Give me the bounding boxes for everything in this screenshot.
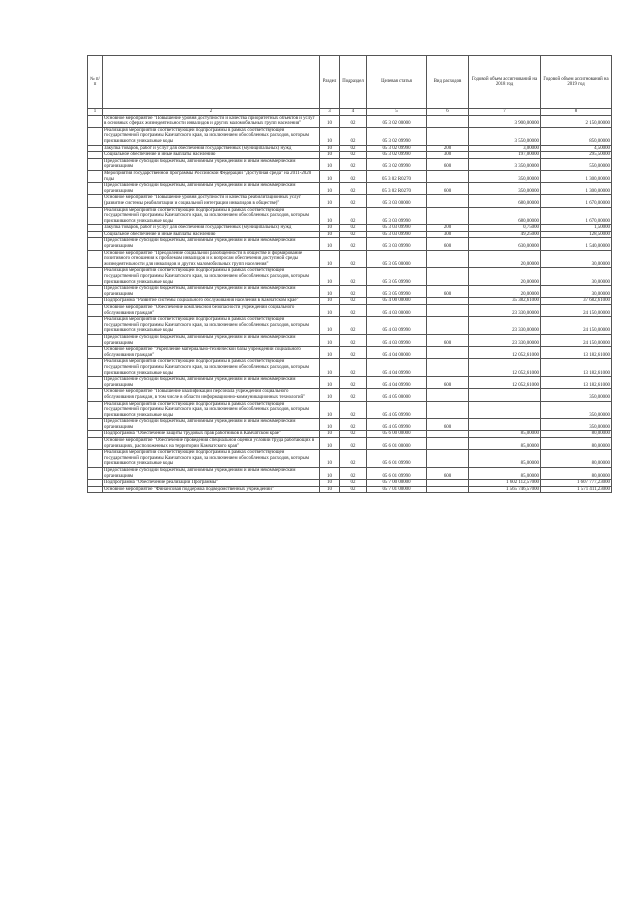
razdel-cell: 10 bbox=[320, 438, 340, 450]
table-row bbox=[88, 480, 612, 487]
expense-type-cell: 600 bbox=[427, 183, 469, 195]
target-article-cell: 05 3 05 00000 bbox=[367, 250, 427, 268]
table-row bbox=[88, 419, 612, 431]
column-index: 5 bbox=[367, 109, 427, 116]
razdel-cell: 10 bbox=[320, 238, 340, 250]
razdel-cell: 10 bbox=[320, 207, 340, 225]
item-name-cell: Реализация мероприятий соответствующей подпрограммы в рамках соответствующей государственной программы Камчатского края, за исключением обособленных расходов, которым присваиваются уникальные коды bbox=[103, 359, 320, 377]
item-name-cell: Социальное обеспечение и иные выплаты населению bbox=[103, 152, 320, 159]
expense-type-cell bbox=[427, 450, 469, 468]
header-name bbox=[103, 56, 320, 109]
row-number-cell bbox=[88, 250, 103, 268]
amount-2018-cell: 85,00000 bbox=[469, 438, 541, 450]
table-row bbox=[88, 207, 612, 225]
table-row bbox=[88, 389, 612, 401]
target-article-cell: 05 3 03 09990 bbox=[367, 238, 427, 250]
amount-2019-cell: 1 540,00000 bbox=[541, 238, 612, 250]
amount-2019-cell: 24 150,00000 bbox=[541, 334, 612, 346]
podrazdel-cell: 02 bbox=[340, 170, 367, 182]
razdel-cell: 10 bbox=[320, 468, 340, 480]
expense-type-cell bbox=[427, 298, 469, 305]
header-2019: Годовой объем ассигнований на 2019 год bbox=[541, 56, 612, 109]
amount-2019-cell: 4,50000 bbox=[541, 145, 612, 152]
podrazdel-cell: 02 bbox=[340, 450, 367, 468]
row-number-cell bbox=[88, 286, 103, 298]
amount-2019-cell: 1 607 777,23000 bbox=[541, 480, 612, 487]
amount-2018-cell: 3 550,00000 bbox=[469, 127, 541, 145]
expense-type-cell bbox=[427, 207, 469, 225]
expense-type-cell bbox=[427, 347, 469, 359]
podrazdel-cell: 02 bbox=[340, 195, 367, 207]
amount-2019-cell: 30,00000 bbox=[541, 250, 612, 268]
amount-2019-cell: 30,00000 bbox=[541, 268, 612, 286]
budget-table bbox=[87, 55, 612, 493]
razdel-cell: 10 bbox=[320, 183, 340, 195]
podrazdel-cell: 02 bbox=[340, 438, 367, 450]
amount-2019-cell: 30,00000 bbox=[541, 286, 612, 298]
table-row bbox=[88, 115, 612, 127]
item-name-cell: Закупка товаров, работ и услуг для обеспечения государственных (муниципальных) нужд bbox=[103, 145, 320, 152]
item-name-cell: Основное мероприятие "Укрепление материально-технической базы учреждений социального обслуживания граждан" bbox=[103, 347, 320, 359]
row-number-cell bbox=[88, 468, 103, 480]
item-name-cell: Мероприятия государственной программы Российской Федерации "Доступная среда" на 2011-2020 годы bbox=[103, 170, 320, 182]
table-row bbox=[88, 231, 612, 238]
podrazdel-cell: 02 bbox=[340, 468, 367, 480]
razdel-cell: 10 bbox=[320, 377, 340, 389]
item-name-cell: Закупка товаров, работ и услуг для обеспечения государственных (муниципальных) нужд bbox=[103, 225, 320, 232]
table-row bbox=[88, 359, 612, 377]
target-article-cell: 05 3 03 09990 bbox=[367, 207, 427, 225]
table-row bbox=[88, 250, 612, 268]
amount-2019-cell: 1,50000 bbox=[541, 225, 612, 232]
podrazdel-cell: 02 bbox=[340, 127, 367, 145]
item-name-cell: Предоставление субсидий бюджетным, автономным учреждениям и иным некоммерческим организациям bbox=[103, 468, 320, 480]
amount-2019-cell: 350,00000 bbox=[541, 389, 612, 401]
table-row bbox=[88, 305, 612, 317]
target-article-cell: 05 3 03 09990 bbox=[367, 231, 427, 238]
table-row bbox=[88, 183, 612, 195]
podrazdel-cell: 02 bbox=[340, 298, 367, 305]
razdel-cell: 10 bbox=[320, 305, 340, 317]
item-name-cell: Основное мероприятие "Финансовая поддержка подведомственных учреждений" bbox=[103, 486, 320, 493]
razdel-cell: 10 bbox=[320, 298, 340, 305]
expense-type-cell bbox=[427, 389, 469, 401]
item-name-cell: Основное мероприятие "Повышение уровня доступности и качества реабилитационных услуг (развитие системы реабилитации и социальной интеграции инвалидов в обществе)" bbox=[103, 195, 320, 207]
razdel-cell: 10 bbox=[320, 145, 340, 152]
amount-2018-cell: 85,00000 bbox=[469, 431, 541, 438]
razdel-cell: 10 bbox=[320, 389, 340, 401]
podrazdel-cell: 02 bbox=[340, 250, 367, 268]
expense-type-cell: 600 bbox=[427, 468, 469, 480]
podrazdel-cell: 02 bbox=[340, 115, 367, 127]
podrazdel-cell: 02 bbox=[340, 347, 367, 359]
amount-2019-cell: 350,00000 bbox=[541, 419, 612, 431]
amount-2019-cell: 1 571 411,23000 bbox=[541, 486, 612, 493]
target-article-cell: 05 4 04 09990 bbox=[367, 359, 427, 377]
razdel-cell: 10 bbox=[320, 431, 340, 438]
amount-2018-cell: 680,00000 bbox=[469, 195, 541, 207]
table-row bbox=[88, 127, 612, 145]
table-row bbox=[88, 377, 612, 389]
amount-2019-cell: 1 300,00000 bbox=[541, 183, 612, 195]
target-article-cell: 05 7 00 00000 bbox=[367, 480, 427, 487]
row-number-cell bbox=[88, 231, 103, 238]
item-name-cell: Предоставление субсидий бюджетным, автономным учреждениям и иным некоммерческим организациям bbox=[103, 183, 320, 195]
amount-2018-cell: 3,00000 bbox=[469, 145, 541, 152]
podrazdel-cell: 02 bbox=[340, 431, 367, 438]
expense-type-cell bbox=[427, 268, 469, 286]
expense-type-cell: 600 bbox=[427, 238, 469, 250]
razdel-cell: 10 bbox=[320, 480, 340, 487]
expense-type-cell bbox=[427, 438, 469, 450]
expense-type-cell bbox=[427, 195, 469, 207]
target-article-cell: 05 6 00 00000 bbox=[367, 431, 427, 438]
podrazdel-cell: 02 bbox=[340, 231, 367, 238]
amount-2018-cell: 197,00000 bbox=[469, 152, 541, 159]
podrazdel-cell: 02 bbox=[340, 377, 367, 389]
amount-2018-cell bbox=[469, 401, 541, 419]
table-row bbox=[88, 401, 612, 419]
podrazdel-cell: 02 bbox=[340, 389, 367, 401]
expense-type-cell: 600 bbox=[427, 334, 469, 346]
row-number-cell bbox=[88, 438, 103, 450]
row-number-cell bbox=[88, 225, 103, 232]
amount-2018-cell: 85,00000 bbox=[469, 468, 541, 480]
row-number-cell bbox=[88, 486, 103, 493]
amount-2019-cell: 80,00000 bbox=[541, 431, 612, 438]
expense-type-cell: 300 bbox=[427, 231, 469, 238]
razdel-cell: 10 bbox=[320, 225, 340, 232]
header-row bbox=[88, 56, 612, 109]
target-article-cell: 05 3 02 09990 bbox=[367, 127, 427, 145]
amount-2018-cell: 49,25000 bbox=[469, 231, 541, 238]
razdel-cell: 10 bbox=[320, 401, 340, 419]
amount-2018-cell: 12 052,61000 bbox=[469, 347, 541, 359]
target-article-cell: 05 4 05 00000 bbox=[367, 389, 427, 401]
podrazdel-cell: 02 bbox=[340, 152, 367, 159]
item-name-cell: Предоставление субсидий бюджетным, автономным учреждениям и иным некоммерческим организациям bbox=[103, 377, 320, 389]
podrazdel-cell: 02 bbox=[340, 359, 367, 377]
row-number-cell bbox=[88, 183, 103, 195]
header-razdel: Раздел bbox=[320, 56, 340, 109]
header-2018: Годовой объем ассигнований на 2018 год bbox=[469, 56, 541, 109]
row-number-cell bbox=[88, 145, 103, 152]
row-number-cell bbox=[88, 152, 103, 159]
item-name-cell: Подпрограмма "Обеспечение защиты трудовых прав работников в Камчатском крае" bbox=[103, 431, 320, 438]
amount-2018-cell: 1 602 112,57000 bbox=[469, 480, 541, 487]
table-row bbox=[88, 158, 612, 170]
row-number-cell bbox=[88, 207, 103, 225]
amount-2018-cell: 23 330,00000 bbox=[469, 334, 541, 346]
amount-2019-cell: 80,00000 bbox=[541, 468, 612, 480]
amount-2018-cell: 20,00000 bbox=[469, 268, 541, 286]
target-article-cell: 05 3 02 09990 bbox=[367, 158, 427, 170]
amount-2018-cell: 85,00000 bbox=[469, 450, 541, 468]
amount-2019-cell: 80,00000 bbox=[541, 450, 612, 468]
table-row bbox=[88, 438, 612, 450]
podrazdel-cell: 02 bbox=[340, 317, 367, 335]
target-article-cell: 05 3 02 00000 bbox=[367, 115, 427, 127]
amount-2018-cell: 12 052,61000 bbox=[469, 359, 541, 377]
razdel-cell: 10 bbox=[320, 419, 340, 431]
table-row bbox=[88, 268, 612, 286]
amount-2019-cell: 850,00000 bbox=[541, 127, 612, 145]
row-number-cell bbox=[88, 347, 103, 359]
item-name-cell: Основное мероприятие "Обеспечение комплексной безопасности учреждений социального обслуживания граждан" bbox=[103, 305, 320, 317]
row-number-cell bbox=[88, 305, 103, 317]
razdel-cell: 10 bbox=[320, 359, 340, 377]
expense-type-cell bbox=[427, 250, 469, 268]
column-index-row bbox=[88, 109, 612, 116]
column-index: 1 bbox=[88, 109, 103, 116]
target-article-cell: 05 3 05 09990 bbox=[367, 268, 427, 286]
amount-2018-cell bbox=[469, 419, 541, 431]
amount-2019-cell: 37 682,61000 bbox=[541, 298, 612, 305]
target-article-cell: 05 3 02 R0270 bbox=[367, 170, 427, 182]
amount-2018-cell: 12 052,61000 bbox=[469, 377, 541, 389]
column-index: 7 bbox=[469, 109, 541, 116]
expense-type-cell bbox=[427, 486, 469, 493]
razdel-cell: 10 bbox=[320, 317, 340, 335]
target-article-cell: 05 4 05 09990 bbox=[367, 419, 427, 431]
table-row bbox=[88, 298, 612, 305]
row-number-cell bbox=[88, 298, 103, 305]
row-number-cell bbox=[88, 317, 103, 335]
item-name-cell: Предоставление субсидий бюджетным, автономным учреждениям и иным некоммерческим организациям bbox=[103, 158, 320, 170]
amount-2019-cell: 1 670,00000 bbox=[541, 195, 612, 207]
podrazdel-cell: 02 bbox=[340, 145, 367, 152]
row-number-cell bbox=[88, 419, 103, 431]
expense-type-cell bbox=[427, 127, 469, 145]
amount-2018-cell bbox=[469, 389, 541, 401]
expense-type-cell bbox=[427, 359, 469, 377]
row-number-cell bbox=[88, 359, 103, 377]
razdel-cell: 10 bbox=[320, 286, 340, 298]
expense-type-cell bbox=[427, 305, 469, 317]
column-index: 4 bbox=[340, 109, 367, 116]
razdel-cell: 10 bbox=[320, 450, 340, 468]
table-row bbox=[88, 145, 612, 152]
column-index: 8 bbox=[541, 109, 612, 116]
amount-2018-cell: 3 350,00000 bbox=[469, 158, 541, 170]
target-article-cell: 05 4 00 00000 bbox=[367, 298, 427, 305]
header-target-article: Целевая статья bbox=[367, 56, 427, 109]
amount-2019-cell: 2 150,00000 bbox=[541, 115, 612, 127]
target-article-cell: 05 3 03 00000 bbox=[367, 195, 427, 207]
amount-2019-cell: 128,50000 bbox=[541, 231, 612, 238]
amount-2018-cell: 0,75000 bbox=[469, 225, 541, 232]
item-name-cell: Предоставление субсидий бюджетным, автономным учреждениям и иным некоммерческим организациям bbox=[103, 334, 320, 346]
expense-type-cell bbox=[427, 170, 469, 182]
row-number-cell bbox=[88, 170, 103, 182]
row-number-cell bbox=[88, 268, 103, 286]
razdel-cell: 10 bbox=[320, 486, 340, 493]
podrazdel-cell: 02 bbox=[340, 486, 367, 493]
razdel-cell: 10 bbox=[320, 115, 340, 127]
podrazdel-cell: 02 bbox=[340, 225, 367, 232]
column-index: 2 bbox=[103, 109, 320, 116]
table-row bbox=[88, 238, 612, 250]
table-row bbox=[88, 334, 612, 346]
amount-2019-cell: 1 670,00000 bbox=[541, 207, 612, 225]
target-article-cell: 05 3 02 09990 bbox=[367, 152, 427, 159]
expense-type-cell bbox=[427, 431, 469, 438]
item-name-cell: Реализация мероприятий соответствующей подпрограммы в рамках соответствующей государственной программы Камчатского края, за исключением обособленных расходов, которым присваиваются уникальные коды bbox=[103, 127, 320, 145]
row-number-cell bbox=[88, 158, 103, 170]
row-number-cell bbox=[88, 389, 103, 401]
amount-2019-cell: 13 182,61000 bbox=[541, 377, 612, 389]
table-row bbox=[88, 152, 612, 159]
header-podrazdel: Подраздел bbox=[340, 56, 367, 109]
razdel-cell: 10 bbox=[320, 195, 340, 207]
item-name-cell: Реализация мероприятий соответствующей подпрограммы в рамках соответствующей государственной программы Камчатского края, за исключением обособленных расходов, которым присваиваются уникальные коды bbox=[103, 268, 320, 286]
expense-type-cell bbox=[427, 115, 469, 127]
target-article-cell: 05 4 03 00000 bbox=[367, 305, 427, 317]
razdel-cell: 10 bbox=[320, 347, 340, 359]
amount-2018-cell: 23 330,00000 bbox=[469, 305, 541, 317]
table-row bbox=[88, 225, 612, 232]
item-name-cell: Основное мероприятие "Повышение квалификации персонала учреждений социального обслуживания граждан, в том числе в области информационно-коммуникационных технологий" bbox=[103, 389, 320, 401]
amount-2018-cell: 350,00000 bbox=[469, 183, 541, 195]
podrazdel-cell: 02 bbox=[340, 419, 367, 431]
razdel-cell: 10 bbox=[320, 250, 340, 268]
target-article-cell: 05 6 01 00000 bbox=[367, 438, 427, 450]
item-name-cell: Предоставление субсидий бюджетным, автономным учреждениям и иным некоммерческим организациям bbox=[103, 286, 320, 298]
item-name-cell: Реализация мероприятий соответствующей подпрограммы в рамках соответствующей государственной программы Камчатского края, за исключением обособленных расходов, которым присваиваются уникальные коды bbox=[103, 450, 320, 468]
table-row bbox=[88, 195, 612, 207]
amount-2019-cell: 350,00000 bbox=[541, 401, 612, 419]
razdel-cell: 10 bbox=[320, 268, 340, 286]
item-name-cell: Предоставление субсидий бюджетным, автономным учреждениям и иным некоммерческим организациям bbox=[103, 419, 320, 431]
target-article-cell: 05 6 01 09990 bbox=[367, 450, 427, 468]
header-expense-type: Вид расходов bbox=[427, 56, 469, 109]
item-name-cell: Социальное обеспечение и иные выплаты населению bbox=[103, 231, 320, 238]
expense-type-cell: 200 bbox=[427, 225, 469, 232]
amount-2018-cell: 1 565 746,57000 bbox=[469, 486, 541, 493]
amount-2018-cell: 20,00000 bbox=[469, 286, 541, 298]
column-index: 6 bbox=[427, 109, 469, 116]
table-row bbox=[88, 468, 612, 480]
amount-2018-cell: 630,00000 bbox=[469, 238, 541, 250]
razdel-cell: 10 bbox=[320, 170, 340, 182]
expense-type-cell bbox=[427, 317, 469, 335]
target-article-cell: 05 7 01 00000 bbox=[367, 486, 427, 493]
razdel-cell: 10 bbox=[320, 158, 340, 170]
item-name-cell: Реализация мероприятий соответствующей подпрограммы в рамках соответствующей государственной программы Камчатского края, за исключением обособленных расходов, которым присваиваются уникальные коды bbox=[103, 401, 320, 419]
row-number-cell bbox=[88, 377, 103, 389]
podrazdel-cell: 02 bbox=[340, 238, 367, 250]
row-number-cell bbox=[88, 480, 103, 487]
item-name-cell: Предоставление субсидий бюджетным, автономным учреждениям и иным некоммерческим организациям bbox=[103, 238, 320, 250]
amount-2019-cell: 24 150,00000 bbox=[541, 317, 612, 335]
expense-type-cell: 600 bbox=[427, 286, 469, 298]
row-number-cell bbox=[88, 127, 103, 145]
table-row bbox=[88, 317, 612, 335]
row-number-cell bbox=[88, 334, 103, 346]
amount-2019-cell: 295,50000 bbox=[541, 152, 612, 159]
row-number-cell bbox=[88, 115, 103, 127]
table-body bbox=[88, 115, 612, 493]
amount-2019-cell: 24 150,00000 bbox=[541, 305, 612, 317]
item-name-cell: Подпрограмма "Обеспечение реализации Программы" bbox=[103, 480, 320, 487]
table-row bbox=[88, 486, 612, 493]
podrazdel-cell: 02 bbox=[340, 401, 367, 419]
item-name-cell: Основное мероприятие "Повышение уровня доступности и качества приоритетных объектов и услуг в основных сферах жизнедеятельности инвалидов и других маломобильных групп населения" bbox=[103, 115, 320, 127]
target-article-cell: 05 4 04 09990 bbox=[367, 377, 427, 389]
target-article-cell: 05 3 02 R0270 bbox=[367, 183, 427, 195]
amount-2019-cell: 13 182,61000 bbox=[541, 347, 612, 359]
row-number-cell bbox=[88, 195, 103, 207]
amount-2018-cell: 35 382,61000 bbox=[469, 298, 541, 305]
amount-2018-cell: 350,00000 bbox=[469, 170, 541, 182]
item-name-cell: Подпрограмма "Развитие системы социального обслуживания населения в Камчатском крае" bbox=[103, 298, 320, 305]
item-name-cell: Основное мероприятие "Обеспечение проведения специальной оценки условий труда работающих в организациях, расположенных на территории Камчатского края" bbox=[103, 438, 320, 450]
podrazdel-cell: 02 bbox=[340, 305, 367, 317]
amount-2019-cell: 550,00000 bbox=[541, 158, 612, 170]
item-name-cell: Реализация мероприятий соответствующей подпрограммы в рамках соответствующей государственной программы Камчатского края, за исключением обособленных расходов, которым присваиваются уникальные коды bbox=[103, 207, 320, 225]
target-article-cell: 05 4 05 09990 bbox=[367, 401, 427, 419]
table-row bbox=[88, 347, 612, 359]
expense-type-cell: 600 bbox=[427, 377, 469, 389]
row-number-cell bbox=[88, 238, 103, 250]
target-article-cell: 05 3 02 09990 bbox=[367, 145, 427, 152]
razdel-cell: 10 bbox=[320, 127, 340, 145]
podrazdel-cell: 02 bbox=[340, 480, 367, 487]
amount-2019-cell: 13 182,61000 bbox=[541, 359, 612, 377]
target-article-cell: 05 3 05 09990 bbox=[367, 286, 427, 298]
target-article-cell: 05 4 03 09990 bbox=[367, 317, 427, 335]
amount-2018-cell: 3 900,00000 bbox=[469, 115, 541, 127]
podrazdel-cell: 02 bbox=[340, 158, 367, 170]
amount-2019-cell: 1 300,00000 bbox=[541, 170, 612, 182]
amount-2019-cell: 80,00000 bbox=[541, 438, 612, 450]
row-number-cell bbox=[88, 431, 103, 438]
podrazdel-cell: 02 bbox=[340, 207, 367, 225]
amount-2018-cell: 680,00000 bbox=[469, 207, 541, 225]
target-article-cell: 05 4 03 09990 bbox=[367, 334, 427, 346]
podrazdel-cell: 02 bbox=[340, 183, 367, 195]
expense-type-cell: 600 bbox=[427, 158, 469, 170]
row-number-cell bbox=[88, 450, 103, 468]
item-name-cell: Основное мероприятие "Преодоление социальной разобщенности в обществе и формирование позитивного отношения к проблемам инвалидов и к вопросам обеспечения доступной среды жизнедеятельности для инвалидов и других маломобильных групп населения" bbox=[103, 250, 320, 268]
expense-type-cell: 600 bbox=[427, 419, 469, 431]
razdel-cell: 10 bbox=[320, 334, 340, 346]
target-article-cell: 05 6 01 09990 bbox=[367, 468, 427, 480]
column-index: 3 bbox=[320, 109, 340, 116]
amount-2018-cell: 20,00000 bbox=[469, 250, 541, 268]
row-number-cell bbox=[88, 401, 103, 419]
podrazdel-cell: 02 bbox=[340, 286, 367, 298]
razdel-cell: 10 bbox=[320, 152, 340, 159]
expense-type-cell bbox=[427, 401, 469, 419]
podrazdel-cell: 02 bbox=[340, 268, 367, 286]
target-article-cell: 05 4 04 00000 bbox=[367, 347, 427, 359]
podrazdel-cell: 02 bbox=[340, 334, 367, 346]
item-name-cell: Реализация мероприятий соответствующей подпрограммы в рамках соответствующей государственной программы Камчатского края, за исключением обособленных расходов, которым присваиваются уникальные коды bbox=[103, 317, 320, 335]
razdel-cell: 10 bbox=[320, 231, 340, 238]
table-row bbox=[88, 286, 612, 298]
expense-type-cell bbox=[427, 480, 469, 487]
table-row bbox=[88, 170, 612, 182]
amount-2018-cell: 23 330,00000 bbox=[469, 317, 541, 335]
expense-type-cell: 200 bbox=[427, 145, 469, 152]
table-row bbox=[88, 450, 612, 468]
target-article-cell: 05 3 03 09990 bbox=[367, 225, 427, 232]
table-row bbox=[88, 431, 612, 438]
header-num: № п/п bbox=[88, 56, 103, 109]
expense-type-cell: 300 bbox=[427, 152, 469, 159]
